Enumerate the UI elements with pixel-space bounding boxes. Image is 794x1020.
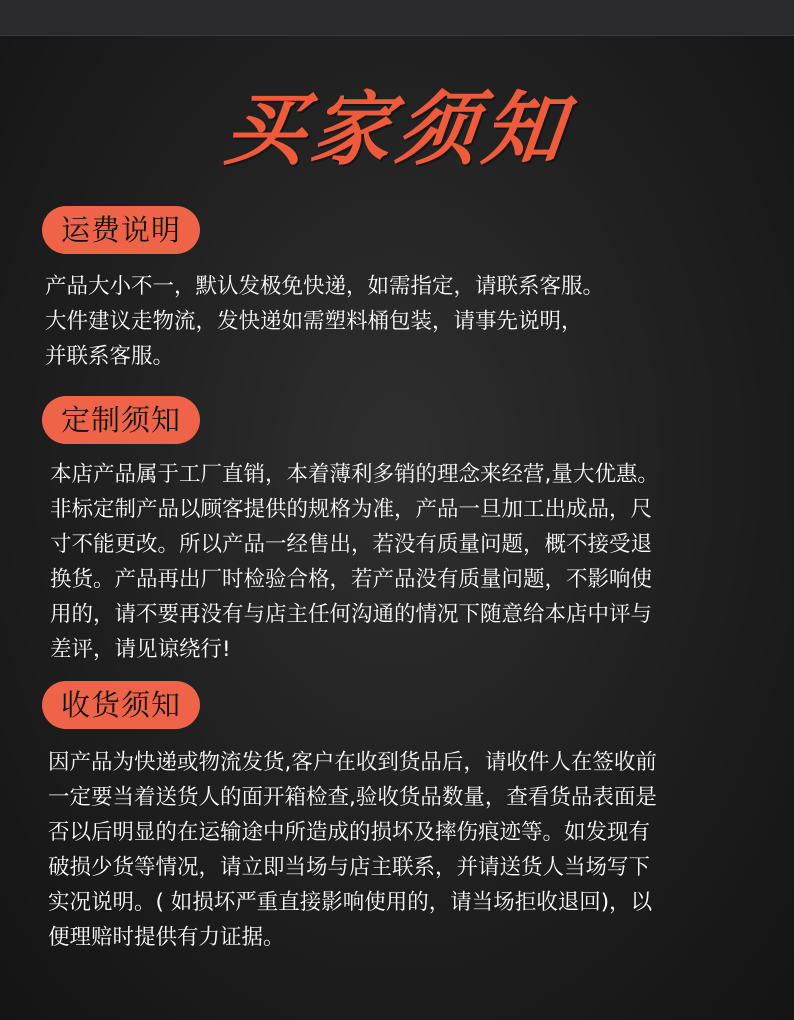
section-body-custom xyxy=(50,457,659,667)
text-line: 寸不能更改。所以产品一经售出，若没有质量问题，概不接受退 xyxy=(50,532,653,557)
text-line: 本店产品属于工厂直销，本着薄利多销的理念来经营,量大优惠。 xyxy=(50,462,659,487)
text-line: 用的，请不要再没有与店主任何沟通的情况下随意给本店中评与 xyxy=(50,602,653,627)
text-line: 换货。产品再出厂时检验合格，若产品没有质量问题，不影响使 xyxy=(50,567,653,592)
text-line: 便理赔时提供有力证据。 xyxy=(48,925,285,950)
section-body-receiving xyxy=(48,745,657,955)
text-line: 实况说明。( 如损坏严重直接影响使用的，请当场拒收退回)，以 xyxy=(48,890,653,915)
text-line: 并联系客服。 xyxy=(45,344,175,369)
text-line: 因产品为快递或物流发货,客户在收到货品后，请收件人在签收前 xyxy=(48,750,657,775)
text-line: 破损少货等情况，请立即当场与店主联系，并请送货人当场写下 xyxy=(48,855,651,880)
section-heading-receiving: 收货须知 xyxy=(42,681,200,729)
text-line: 产品大小不一，默认发极免快递，如需指定，请联系客服。 xyxy=(45,274,605,299)
top-bar xyxy=(0,0,794,36)
text-line: 非标定制产品以顾客提供的规格为准，产品一旦加工出成品，尺 xyxy=(50,497,653,522)
section-body-shipping xyxy=(45,269,604,374)
text-line: 否以后明显的在运输途中所造成的损坏及摔伤痕迹等。如发现有 xyxy=(48,820,651,845)
text-line: 差评，请见谅绕行! xyxy=(50,637,231,662)
page-title: 买家须知 xyxy=(220,83,574,176)
text-line: 一定要当着送货人的面开箱检查,验收货品数量，查看货品表面是 xyxy=(48,785,657,810)
section-heading-shipping: 运费说明 xyxy=(42,206,200,254)
text-line: 大件建议走物流，发快递如需塑料桶包装，请事先说明， xyxy=(45,309,583,334)
section-heading-custom: 定制须知 xyxy=(42,396,200,444)
